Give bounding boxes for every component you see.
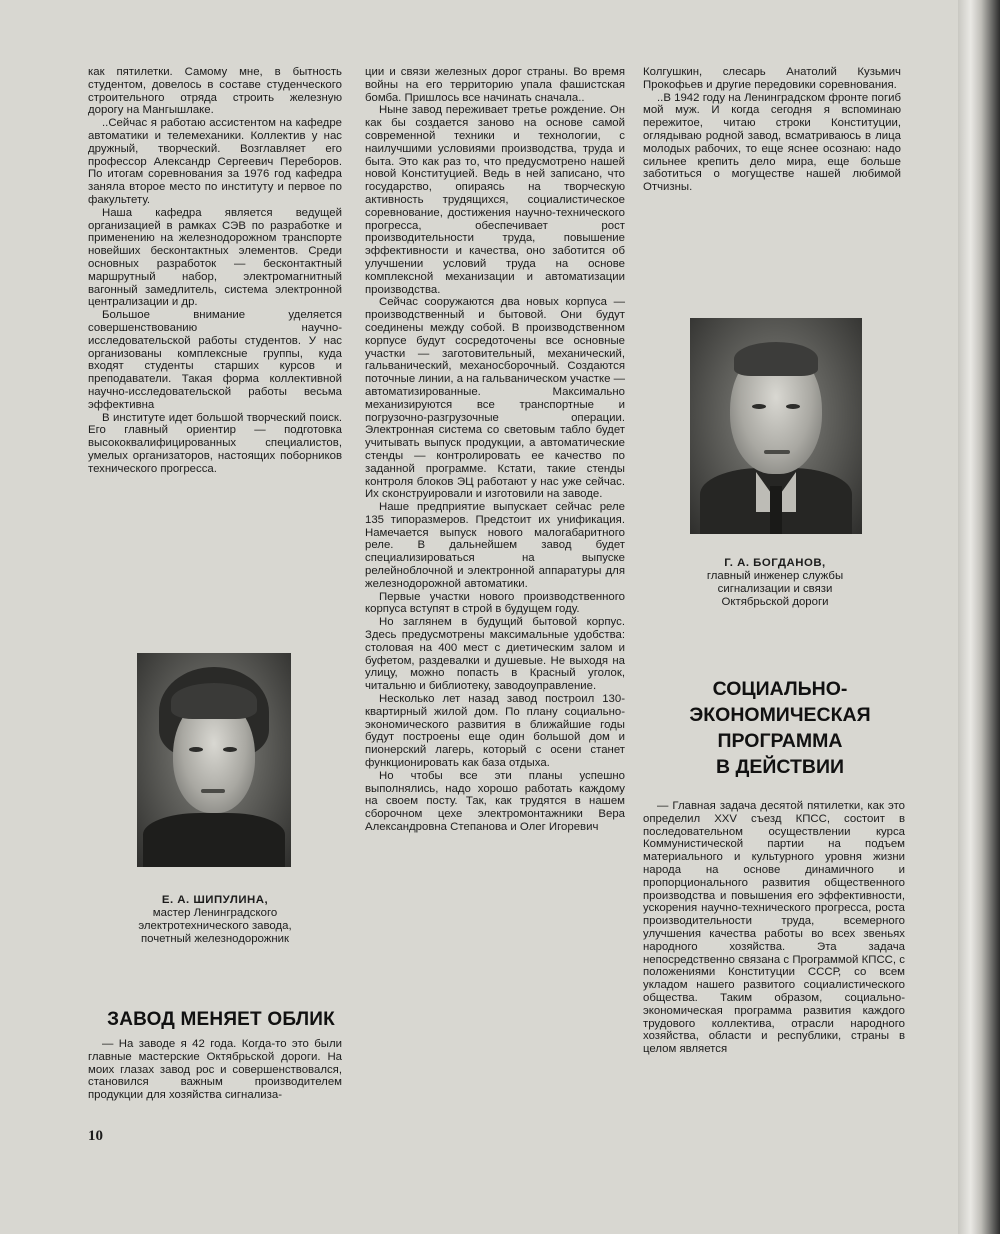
person-title: сигнализации и связи (717, 583, 833, 595)
person-title: мастер Ленинградского (152, 907, 278, 919)
person-title: главный инженер службы (706, 570, 844, 582)
paragraph: — Главная задача десятой пятилетки, как это определил XXV съезд КПСС, состоит в последовательном осуществлении курса Коммунистической партии на подъем материального и культурного уровня жизни народа на основе динамичного и пропорционального развития общественного производства и повышения его эффективности, ускорения научно-технического прогресса, роста производительности труда, всемерного улучшения качества работы во всех звеньях народного хозяйства. Эта задача непосредственно связана с Программой КПСС, с положениями Конституции СССР, со всем укладом нашего развитого социалистического общества. Таким образом, социально-экономическая программа развития каждого трудового коллектива, отрасли народного хозяйства, области и республики, страны в целом является (643, 800, 905, 1056)
paragraph: Наше предприятие выпускает сейчас реле 135 типоразмеров. Предстоит их унификация. Намечается выпуск нового малогабаритного реле. В дальнейшем завод будет специализироваться на выпуске релейноблочной и электронной аппаратуры для железнодорожной автоматики. (365, 501, 625, 590)
paragraph: Первые участки нового производственного корпуса вступят в строй в будущем году. (365, 590, 625, 616)
page-binding-edge (958, 0, 1000, 1234)
paragraph: Ныне завод переживает третье рождение. Он как бы создается заново на основе самой современной техники и технологии, с наилучшими условиями производства, труда и быта. Это как раз то, что предусмотрено нашей новой Конституцией. Ведь в ней записано, что государство, опираясь на творческую активность трудящихся, социалистическое соревнование, достижения научно-технического прогресса, обеспечивает рост производительности труда, повышение эффективности и качества, оно заботится об улучшении условий труда на основе комплексной механизации и автоматизации производства. (365, 104, 625, 296)
paragraph: Сейчас сооружаются два новых корпуса — производственный и бытовой. Они будут соединены между собой. В производственном корпусе будут сосредоточены все основные участки — заготовительный, механический, гальванический, механосборочный. Создаются поточные линии, а на гальваническом участке — автоматизированные. Максимально механизируются все транспортные и погрузочно-разгрузочные операции. Электронная система со световым табло будет учитывать выпуск продукции, а автоматические стенды — контролировать ее качество по заданной программе. Кстати, такие стенды контроля блоков ЭЦ работают у нас уже сейчас. Их сконструировали и изготовили на заводе. (365, 296, 625, 501)
paragraph: ..Сейчас я работаю ассистентом на кафедре автоматики и телемеханики. Коллектив у нас дружный, творческий. Возглавляет его профессор Александр Сергеевич Переборов. По итогам соревнования за 1976 год кафедра заняла второе место по институту и первое по факультету. (88, 117, 342, 206)
paragraph: В институте идет большой творческий поиск. Его главный ориентир — подготовка высококвалифицированных специалистов, умелых организаторов, настоящих поборников технического прогресса. (88, 411, 342, 475)
portrait-photo-bogdanov (690, 318, 862, 534)
column-3-top (643, 66, 901, 194)
paragraph: — На заводе я 42 года. Когда-то это были главные мастерские Октябрьской дороги. На моих глазах завод рос и совершенствовался, становился важным производителем продукции для хозяйства сигнализа- (88, 1038, 342, 1102)
paragraph: ..В 1942 году на Ленинградском фронте погиб мой муж. И когда сегодня я вспоминаю пережитое, читаю строки Конституции, оглядываю родной завод, всматриваюсь в лица молодых рабочих, то еще яснее осознаю: надо сильнее крепить дело мира, еще больше заботиться о могуществе нашей любимой Отчизны. (643, 91, 901, 194)
paragraph: Наша кафедра является ведущей организацией в рамках СЭВ по разработке и применению на железнодорожном транспорте новейших бесконтактных элементов. Среди основных разработок — бесконтактный маршрутный набор, электромагнитный вагонный замедлитель, система электронной централизации и др. (88, 206, 342, 309)
person-name: Г. А. БОГДАНОВ, (724, 557, 826, 569)
column-1-bottom (88, 1038, 342, 1102)
paragraph: Но чтобы все эти планы успешно выполнялись, надо хорошо работать каждому на своем посту. Так, как трудятся в нашем сборочном цехе электромонтажники Вера Александровна Степанова и Олег Игоревич (365, 769, 625, 834)
headline-line: ПРОГРАММА (717, 730, 843, 752)
caption-bogdanov (660, 557, 890, 609)
page-number: 10 (88, 1128, 103, 1144)
column-3-bottom (643, 800, 905, 1056)
headline-line: ЭКОНОМИЧЕСКАЯ (689, 704, 871, 726)
paragraph: как пятилетки. Самому мне, в бытность студентом, довелось в составе студенческого строительного отряда строить железную дорогу на Мангышлаке. (88, 66, 342, 117)
headline-factory-changes: ЗАВОД МЕНЯЕТ ОБЛИК (107, 1009, 335, 1030)
caption-shipulina (100, 894, 330, 946)
person-title: электротехнического завода, (138, 920, 292, 932)
paragraph: Колгушкин, слесарь Анатолий Кузьмич Прокофьев и другие передовики соревнования. (643, 66, 901, 91)
person-name: Е. А. ШИПУЛИНА, (161, 894, 269, 906)
paragraph: Несколько лет назад завод построил 130-квартирный жилой дом. По плану социально-экономического развития в ближайшие годы будут построены еще один большой дом и пионерский лагерь, который с осени станет функционировать как база отдыха. (365, 693, 625, 770)
paragraph: Но заглянем в будущий бытовой корпус. Здесь предусмотрены максимальные удобства: столовая на 400 мест с диетическим залом и буфетом, раздевалки и душевые. Не выходя на улицу, можно попасть в Красный уголок, читальню и библиотеку, заводоуправление. (365, 616, 625, 693)
portrait-photo-shipulina (137, 653, 291, 867)
paragraph: Большое внимание уделяется совершенствованию научно-исследовательской работы студентов. У нас организованы комплексные группы, куда входят студенты старших курсов и преподаватели. Такая форма коллективной научно-исследовательской работы весьма эффективна (88, 309, 342, 411)
paragraph: ции и связи железных дорог страны. Во время войны на его территорию упала фашистская бомба. Пришлось все начинать сначала.. (365, 66, 625, 104)
column-2 (365, 66, 625, 834)
headline-line: В ДЕЙСТВИИ (715, 756, 845, 778)
headline-social-economic-program (680, 676, 880, 780)
headline-line: СОЦИАЛЬНО- (712, 678, 848, 700)
person-title: почетный железнодорожник (140, 933, 290, 945)
person-title: Октябрьской дороги (721, 596, 829, 608)
column-1-top (88, 66, 342, 476)
